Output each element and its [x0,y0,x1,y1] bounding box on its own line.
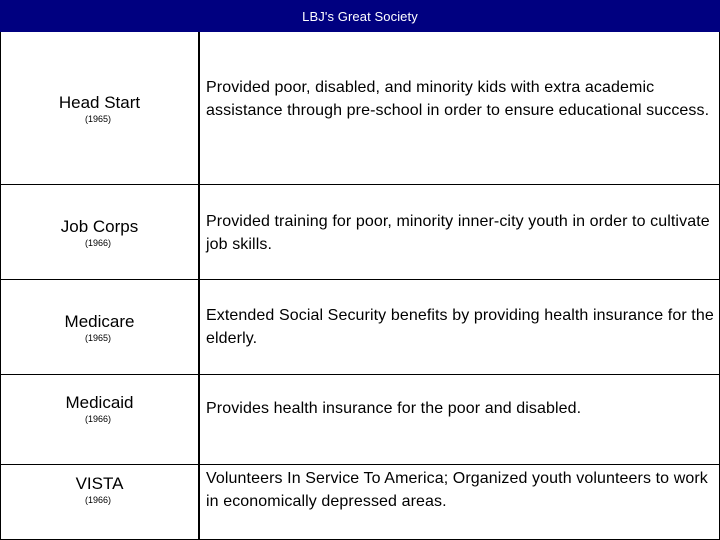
program-name: Medicaid [65,393,134,412]
program-description: Provided poor, disabled, and minority kids with extra academic assistance through pre-school in order to ensure educational success. [206,79,710,119]
table-row [1,185,719,280]
program-name: Medicare [64,312,135,331]
programs-table [0,32,720,540]
program-description: Provided training for poor, minority inner-city youth in order to cultivate job skills. [206,213,710,253]
program-name-cell [1,32,198,184]
program-description: Extended Social Security benefits by providing health insurance for the elderly. [206,307,714,347]
slide-title: LBJ's Great Society [302,8,418,24]
table-row [1,375,719,465]
program-year: (1966) [85,414,112,424]
program-year: (1965) [85,114,112,124]
slide-header [0,0,720,32]
program-name-cell [1,375,198,464]
program-name: Head Start [58,93,141,112]
program-description: Provides health insurance for the poor and disabled. [206,400,582,417]
program-name-cell [1,465,198,540]
program-name: VISTA [75,474,124,493]
table-row [1,465,719,540]
program-year: (1966) [85,238,112,248]
program-name-cell [1,185,198,279]
column-divider [198,32,200,540]
program-name-cell [1,280,198,374]
program-year: (1965) [85,333,112,343]
program-description: Volunteers In Service To America; Organized youth volunteers to work in economically depressed areas. [206,470,708,510]
table-row [1,280,719,375]
program-year: (1966) [85,495,112,505]
program-name: Job Corps [60,217,139,236]
table-row [1,32,719,185]
